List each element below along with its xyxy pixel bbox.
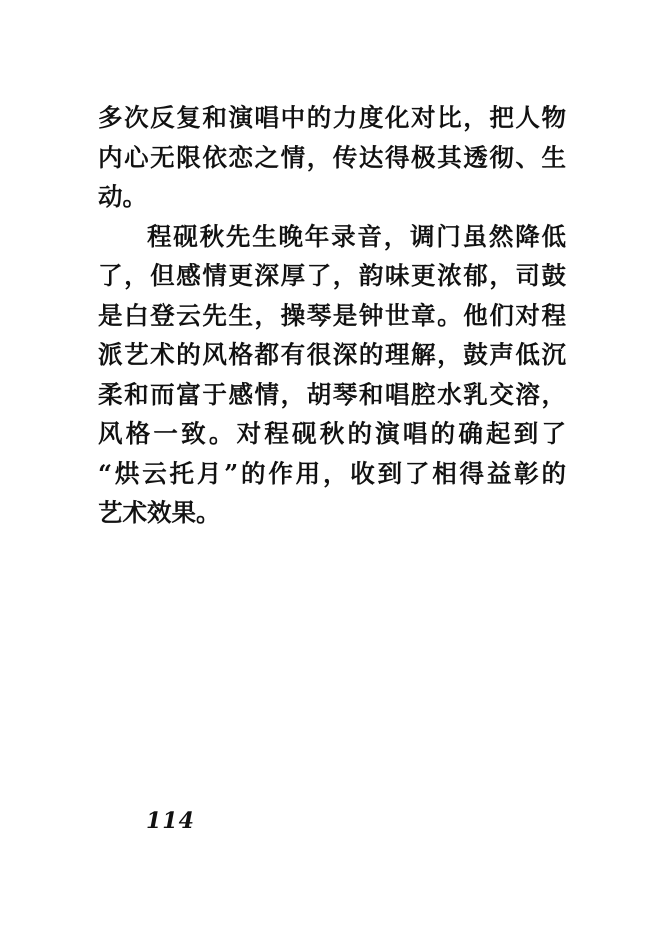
text-line: 动。 xyxy=(98,182,147,211)
text-line: 多次反复和演唱中的力度化对比，把人物 xyxy=(98,103,566,132)
text-line: 风格一致。对程砚秋的演唱的确起到了 xyxy=(98,419,566,448)
text-line: 是白登云先生，操琴是钟世章。他们对程 xyxy=(98,300,566,330)
page-number: 114 xyxy=(146,808,195,834)
text-line: “烘云托月”的作用，收到了相得益彰的 xyxy=(98,458,566,488)
body-text xyxy=(98,98,566,533)
text-line: 了，但感情更深厚了，韵味更浓郁，司鼓 xyxy=(98,261,566,290)
text-line: 内心无限依恋之情，传达得极其透彻、生 xyxy=(98,142,566,172)
text-line: 艺术效果。 xyxy=(98,498,221,527)
text-line: 柔和而富于感情，胡琴和唱腔水乳交溶， xyxy=(98,379,566,409)
text-line: 派艺术的风格都有很深的理解，鼓声低沉 xyxy=(98,340,566,369)
paragraph-start-line: 程砚秋先生晚年录音，调门虽然降低 xyxy=(147,221,566,251)
